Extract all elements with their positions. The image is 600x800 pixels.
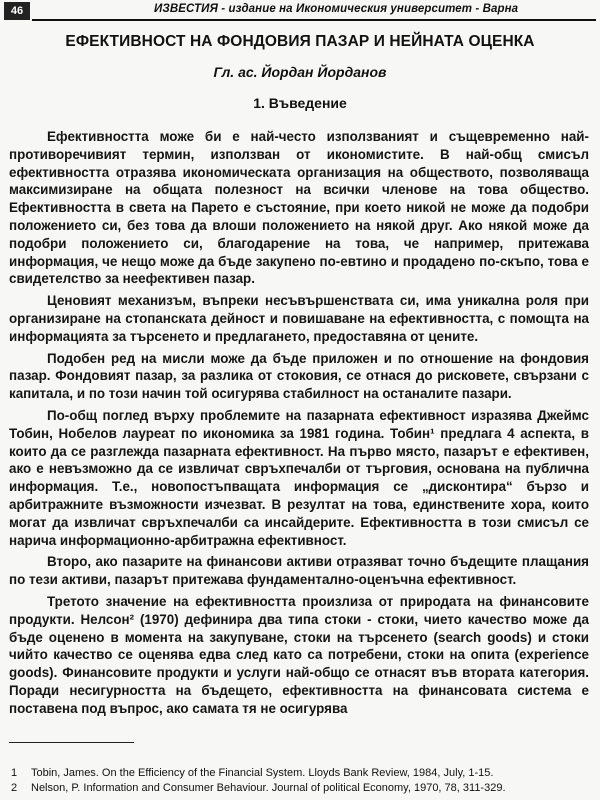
paragraph: Ценовият механизъм, въпреки несъвършенствата си, има уникална роля при организиране на стопанската дейност и повишаване на ефективността, с помощта на информацията за търсенето и предлагането, предоставяна от цените.	[9, 293, 589, 344]
page-number: 46	[4, 2, 30, 20]
header-rule	[32, 19, 596, 21]
footnote-text: Nelson, P. Information and Consumer Behaviour. Journal of political Economy, 1970, 78, 311-329.	[31, 782, 506, 794]
footnote	[9, 766, 589, 781]
footnote-rule	[9, 742, 134, 743]
paragraph: Второ, ако пазарите на финансови активи отразяват точно бъдещите плащания по тези активи, пазарът притежава фундаментално-оценъчна ефективност.	[9, 554, 589, 588]
journal-title: ИЗВЕСТИЯ - издание на Икономическия университет - Варна	[154, 3, 519, 15]
paragraph: Подобен ред на мисли може да бъде приложен и по отношение на фондовия пазар. Фондовият пазар, за разлика от стоковия, се отнася до рисковете, свързани с капитала, и по този начин той осигурява стабилност на останалите пазари.	[9, 350, 589, 402]
footnote	[9, 781, 589, 796]
footnote-text: Tobin, James. On the Efficiency of the Financial System. Lloyds Bank Review, 1984, July, 1-15.	[31, 767, 494, 779]
running-header	[4, 2, 596, 20]
article-title: ЕФЕКТИВНОСТ НА ФОНДОВИЯ ПАЗАР И НЕЙНАТА ОЦЕНКА	[65, 33, 535, 50]
footnote-number: 1	[11, 767, 18, 779]
article-body	[9, 128, 589, 720]
section-heading: 1. Въведение	[253, 95, 347, 111]
article-author: Гл. ас. Йордан Йорданов	[213, 64, 387, 80]
paragraph: Третото значение на ефективността произлиза от природата на финансовите продукти. Нелсон² (1970) дефинира два типа стоки - стоки, чието качество може да бъде оценено в момента на закупуване, стоки на търсенето (search goods) и стоки чийто качество се оценява едва след като са потребени, стоки на опита (experience goods). Финансовите продукти и услуги най-общо се отнасят във втората категория. Поради несигурността на бъдещето, ефективността на финансовата система е поставена под въпрос, ако самата тя не осигурява	[9, 593, 589, 716]
paragraph: Ефективността може би е най-често използваният и същевременно най-противоречивият термин, използван от икономистите. В най-общ смисъл ефективността отразява икономическата организация на обществото, позволяваща максимизиране на общата полезност на всички членове на това общество. Ефективността в света на Парето е състояние, при което никой не може да подобри положението си, без това да влоши положението на някой друг. Ако някой може да подобри положението си, благодарение на това, че например, притежава информация, че нещо може да бъде закупено по-евтино и продадено по-скъпо, това е свидетелство за неефективен пазар.	[9, 129, 589, 287]
paragraph: По-общ поглед върху проблемите на пазарната ефективност изразява Джеймс Тобин, Нобелов лауреат по икономика за 1981 година. Тобин¹ предлага 4 аспекта, в които да се разглежда пазарната ефективност. На първо място, пазарът е ефективен, ако е невъзможно да се извличат свръхпечалби от търговия, основана на публична информация. Т.е., новопостъпващата информация се „дисконтира“ бързо и арбитражните възможности изчезват. В резултат на това, единствените хора, които могат да извличат свръхпечалби са инсайдерите. Ефективността в този смисъл се нарича информационно-арбитражна ефективност.	[9, 407, 589, 548]
footnotes	[9, 766, 589, 796]
footnote-number: 2	[11, 782, 18, 794]
